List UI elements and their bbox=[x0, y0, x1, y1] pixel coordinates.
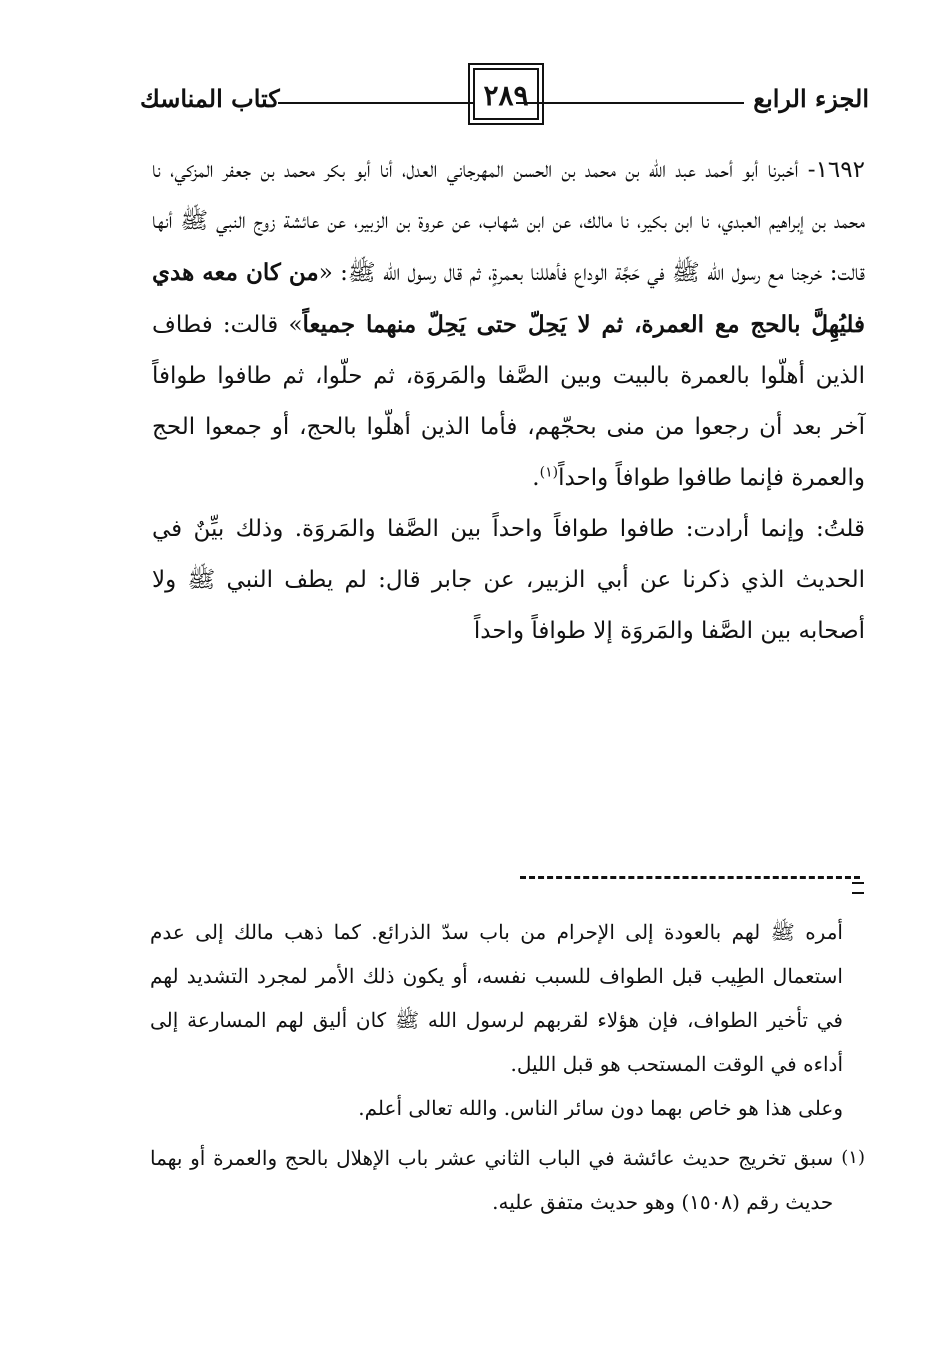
note-continuation: أمره ﷺ لهم بالعودة إلى الإحرام من باب سدّ الذرائع. كما ذهب مالك إلى عدم استعمال الطِيب قبل الطواف للسبب نفسه، أو يكون ذلك الأمر لمجرد التشديد لهم في تأخير الطواف، فإن هؤلاء لقربهم لرسول الله ﷺ كان أليق لهم المسارعة إلى أداءه في الوقت المستحب هو قبل الليل. bbox=[150, 920, 843, 1076]
footnote-text: سبق تخريج حديث عائشة في الباب الثاني عشر باب الإهلال بالحج والعمرة أو بهما حديث رقم (١٥٠٨) وهو حديث متفق عليه. bbox=[150, 1146, 834, 1214]
footnote-number: (١) bbox=[841, 1147, 865, 1168]
main-text bbox=[152, 145, 865, 657]
header-rule-right bbox=[516, 102, 744, 104]
divider-mark bbox=[852, 882, 864, 894]
page-number: ٢٨٩ bbox=[473, 68, 539, 120]
book-title: كتاب المناسك bbox=[140, 84, 280, 113]
hadith-text-start: ١٦٩٢- أخبرنا أبو أحمد عبد الله بن محمد بن الحسن المهرجاني العدل، أنا أبو بكر محمد بن جعفر المزكي، نا محمد بن إبراهيم العبدي، نا ابن بكير، نا مالك، عن ابن شهاب، عن عروة بن الزبير، عن عائشة زوج النبي ﷺ أنها قالت: خرجنا مع رسول الله ﷺ في حَجَّة الوداع فأهللنا بعمرةٍ، ثم قال رسول الله ﷺ: « bbox=[152, 157, 866, 286]
header-rule-left bbox=[278, 102, 473, 104]
footnote-divider bbox=[520, 876, 860, 879]
note-conclusion: وعلى هذا هو خاص بهما دون سائر الناس. والله تعالى أعلم. bbox=[358, 1096, 843, 1120]
hadith-paragraph bbox=[152, 145, 865, 504]
hadith-text-end: » قالت: فطاف الذين أهلّوا بالعمرة بالبيت وبين الصَّفا والمَروَة، ثم حلّوا، ثم طافوا طوافاً آخر بعد أن رجعوا من منى بحجّهم، فأما الذين أهلّوا بالحج، أو جمعوا الحج والعمرة فإنما طافوا طوافاً واحداً bbox=[152, 312, 865, 491]
footnote-1 bbox=[150, 1136, 865, 1224]
commentary-paragraph: قلتُ: وإنما أرادت: طافوا طوافاً واحداً بين الصَّفا والمَروَة. وذلك بيِّنٌ في الحديث الذي ذكرنا عن أبي الزبير، عن جابر قال: لم يطف النبي ﷺ ولا أصحابه بين الصَّفا والمَروَة إلا طوافاً واحداً bbox=[152, 516, 865, 644]
footnotes-section bbox=[150, 910, 865, 1224]
footnote-reference: (١) bbox=[539, 464, 559, 481]
hadith-quote: من كان معه هدي فليُهِلَّ بالحج مع العمرة، ثم لا يَحِلّ حتى يَحِلّ منهما جميعاً bbox=[152, 259, 865, 338]
volume-title: الجزء الرابع bbox=[753, 84, 869, 113]
page-header bbox=[140, 68, 869, 128]
hadith-period: . bbox=[532, 465, 540, 491]
